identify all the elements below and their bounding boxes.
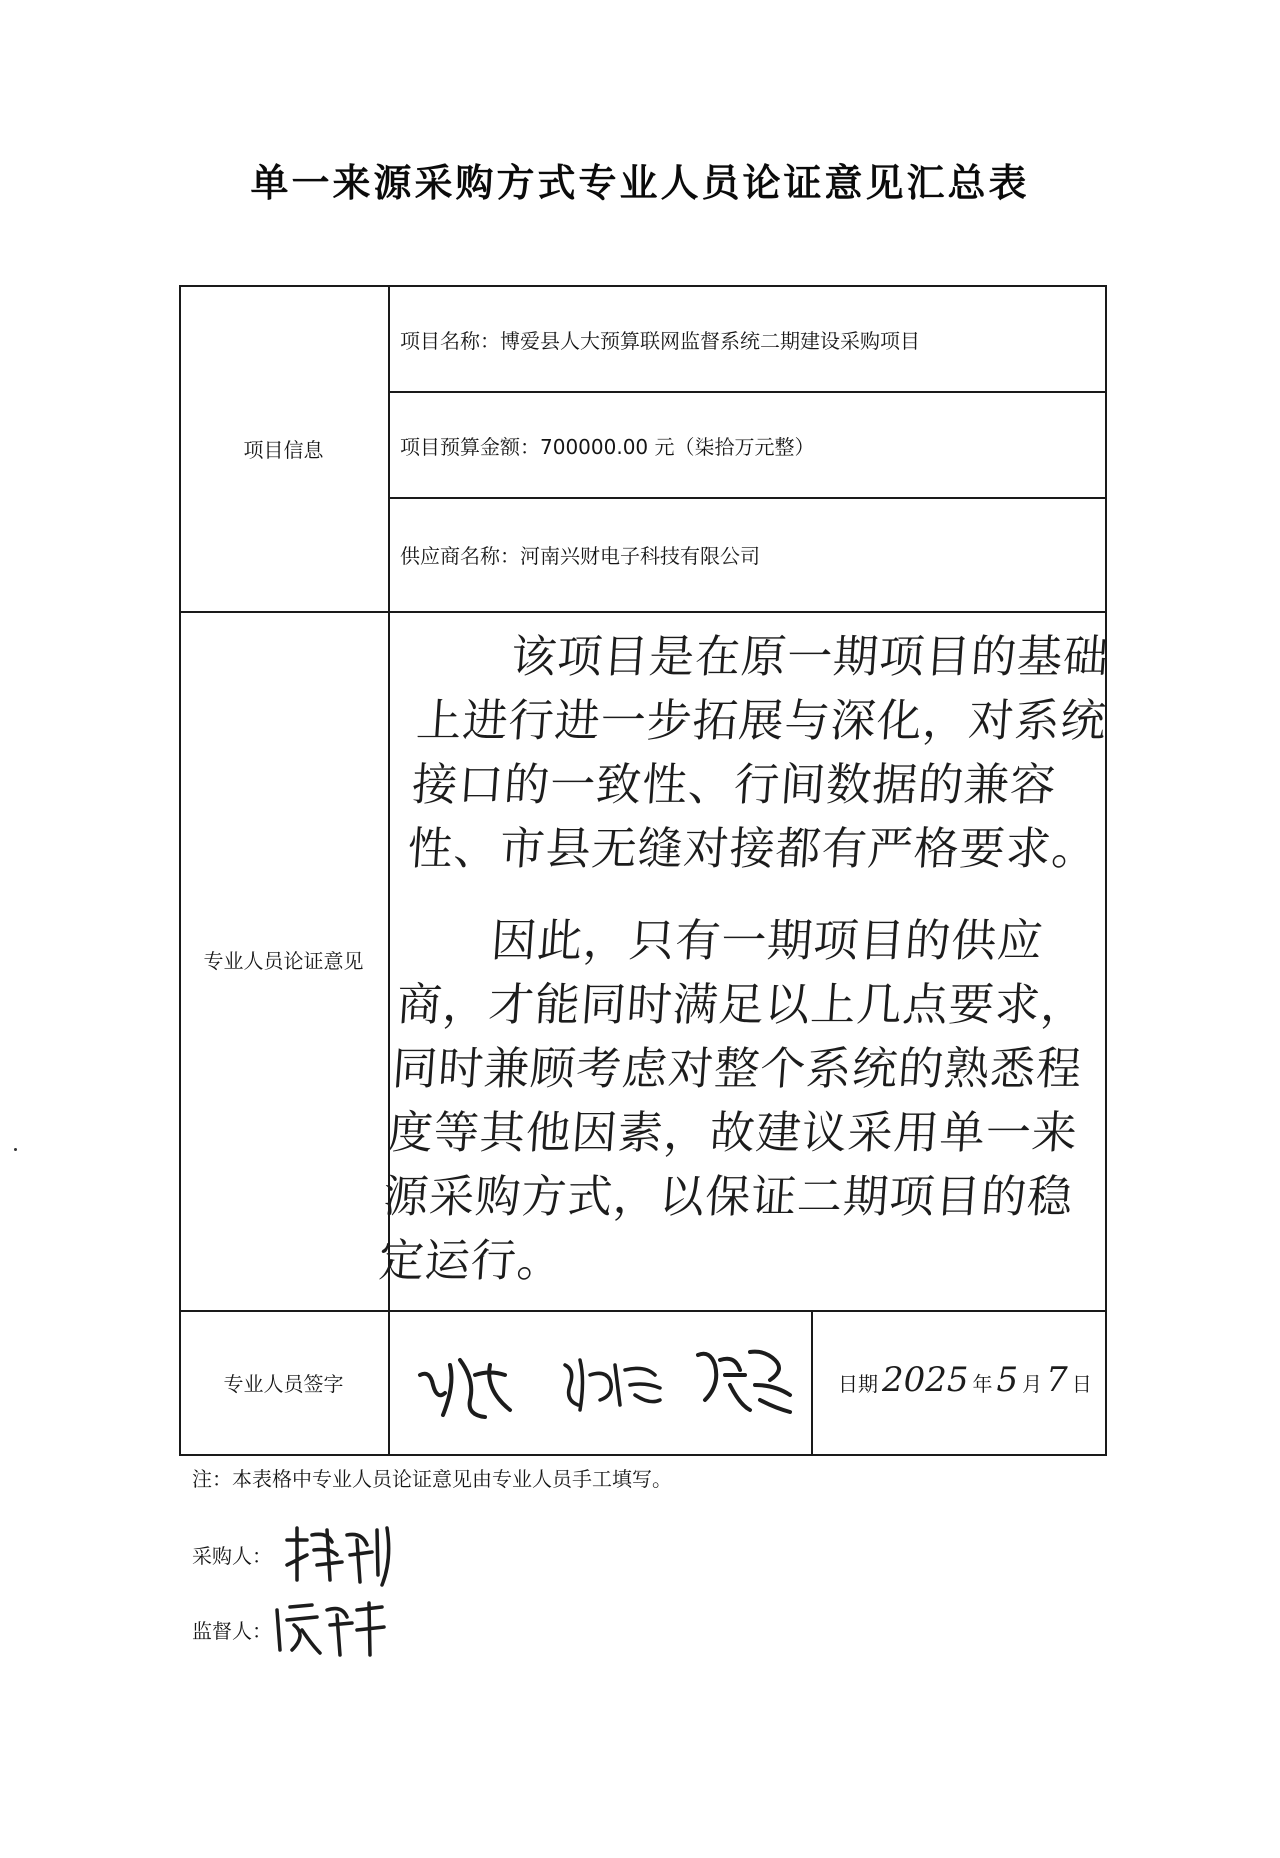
expert-signature-1 <box>415 1345 525 1425</box>
purchaser-signature <box>282 1520 402 1590</box>
date-month-unit: 月 <box>1022 1372 1043 1396</box>
column-divider <box>811 1310 813 1454</box>
date-year: 2025 <box>882 1360 969 1400</box>
opinion-paragraph: 因此，只有一期项目的供应商，才能同时满足以上几点要求，同时兼顾考虑对整个系统的熟悉程度等其他因素，故建议采用单一来源采购方式，以保证二期项目的稳定运行。 <box>377 914 1089 1287</box>
date-label: 日期 <box>838 1372 878 1396</box>
project-info-label: 项目信息 <box>243 437 324 462</box>
opinion-label: 专业人员论证意见 <box>203 949 364 973</box>
signature-date <box>838 1360 1092 1410</box>
footnote: 注：本表格中专业人员论证意见由专业人员手工填写。 <box>192 1467 672 1491</box>
page-title: 单一来源采购方式专业人员论证意见汇总表 <box>250 161 1030 205</box>
opinion-paragraph: 该项目是在原一期项目的基础上进行进一步拓展与深化，对系统接口的一致性、行间数据的兼容性、市县无缝对接都有严格要求。 <box>405 630 1112 875</box>
project-budget: 项目预算金额：700000.00 元（柒拾万元整） <box>400 434 815 459</box>
handwritten-opinion <box>377 625 1124 1293</box>
expert-signature-3 <box>690 1340 800 1420</box>
date-day-unit: 日 <box>1071 1372 1092 1396</box>
signature-label: 专业人员签字 <box>223 1371 344 1396</box>
supervisor-label: 监督人： <box>192 1619 272 1643</box>
project-name: 项目名称：博爱县人大预算联网监督系统二期建设采购项目 <box>400 328 920 353</box>
scan-speck <box>14 1148 17 1151</box>
date-year-unit: 年 <box>972 1372 993 1396</box>
supplier-name: 供应商名称：河南兴财电子科技有限公司 <box>400 543 760 568</box>
date-day: 7 <box>1046 1360 1068 1400</box>
date-month: 5 <box>996 1360 1019 1400</box>
supervisor-signature <box>272 1595 392 1665</box>
purchaser-label: 采购人： <box>192 1544 272 1568</box>
expert-signature-2 <box>560 1350 670 1430</box>
